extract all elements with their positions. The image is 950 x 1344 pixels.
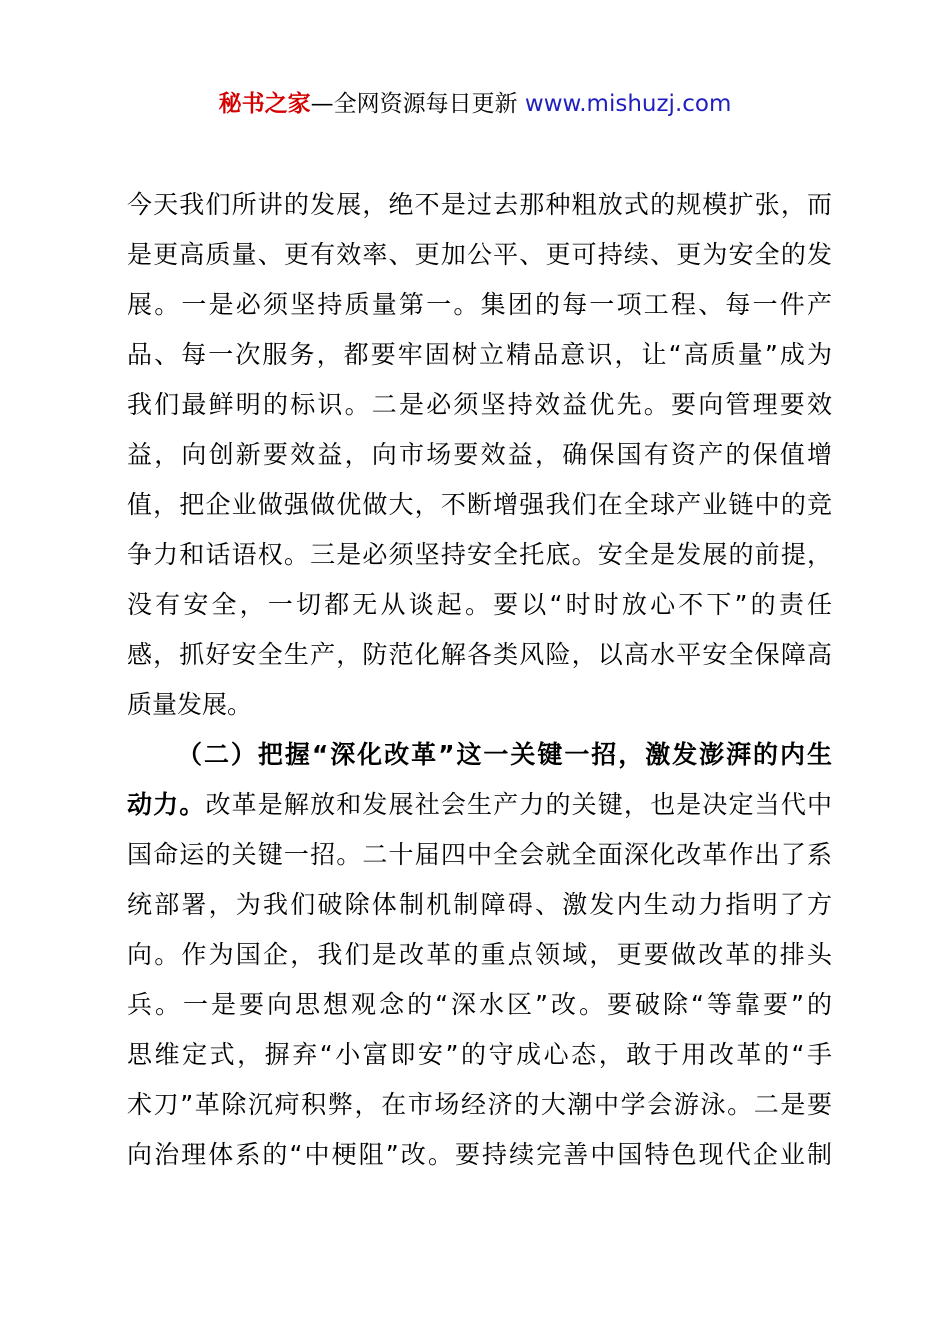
text-line bbox=[127, 780, 832, 830]
text-line: 质量发展。 bbox=[127, 690, 253, 719]
text-line: 品、每一次服务，都要牢固树立精品意识，让“高质量”成为 bbox=[127, 340, 832, 369]
text-line: 争力和话语权。三是必须坚持安全托底。安全是发展的前提， bbox=[127, 540, 832, 569]
page-header bbox=[0, 88, 950, 120]
brand-name: 秘书之家 bbox=[218, 91, 311, 117]
text-line: 没有安全，一切都无从谈起。要以“时时放心不下”的责任 bbox=[127, 590, 832, 619]
text-line: 益，向创新要效益，向市场要效益，确保国有资产的保值增 bbox=[127, 440, 832, 469]
text-line: 我们最鲜明的标识。二是必须坚持效益优先。要向管理要效 bbox=[127, 390, 832, 419]
text-line: 术刀”革除沉疴积弊，在市场经济的大潮中学会游泳。二是要 bbox=[127, 1090, 832, 1119]
text-line: 兵。一是要向思想观念的“深水区”改。要破除“等靠要”的 bbox=[127, 990, 832, 1019]
header-tagline: —全网资源每日更新 bbox=[310, 91, 518, 117]
text-line: 是更高质量、更有效率、更加公平、更可持续、更为安全的发 bbox=[127, 240, 832, 269]
text-line: 感，抓好安全生产，防范化解各类风险，以高水平安全保障高 bbox=[127, 640, 832, 669]
text-line: 展。一是必须坚持质量第一。集团的每一项工程、每一件产 bbox=[127, 290, 832, 319]
text-segment: 改革是解放和发展社会生产力的关键，也是决定当代中 bbox=[205, 790, 832, 819]
site-url-link[interactable]: www.mishuzj.com bbox=[524, 91, 732, 117]
text-line: 国命运的关键一招。二十届四中全会就全面深化改革作出了系 bbox=[127, 840, 832, 869]
section-heading: （二）把握“深化改革”这一关键一招，激发澎湃的内生 bbox=[177, 740, 832, 769]
text-line: 统部署，为我们破除体制机制障碍、激发内生动力指明了方 bbox=[127, 890, 832, 919]
text-line: 向。作为国企，我们是改革的重点领域，更要做改革的排头 bbox=[127, 940, 832, 969]
section-heading-end: 动力。 bbox=[127, 790, 206, 819]
text-line: 向治理体系的“中梗阻”改。要持续完善中国特色现代企业制 bbox=[127, 1140, 832, 1169]
text-line: 今天我们所讲的发展，绝不是过去那种粗放式的规模扩张，而 bbox=[127, 190, 832, 219]
text-line: 思维定式，摒弃“小富即安”的守成心态，敢于用改革的“手 bbox=[127, 1040, 832, 1069]
text-line: 值，把企业做强做优做大，不断增强我们在全球产业链中的竞 bbox=[127, 490, 832, 519]
